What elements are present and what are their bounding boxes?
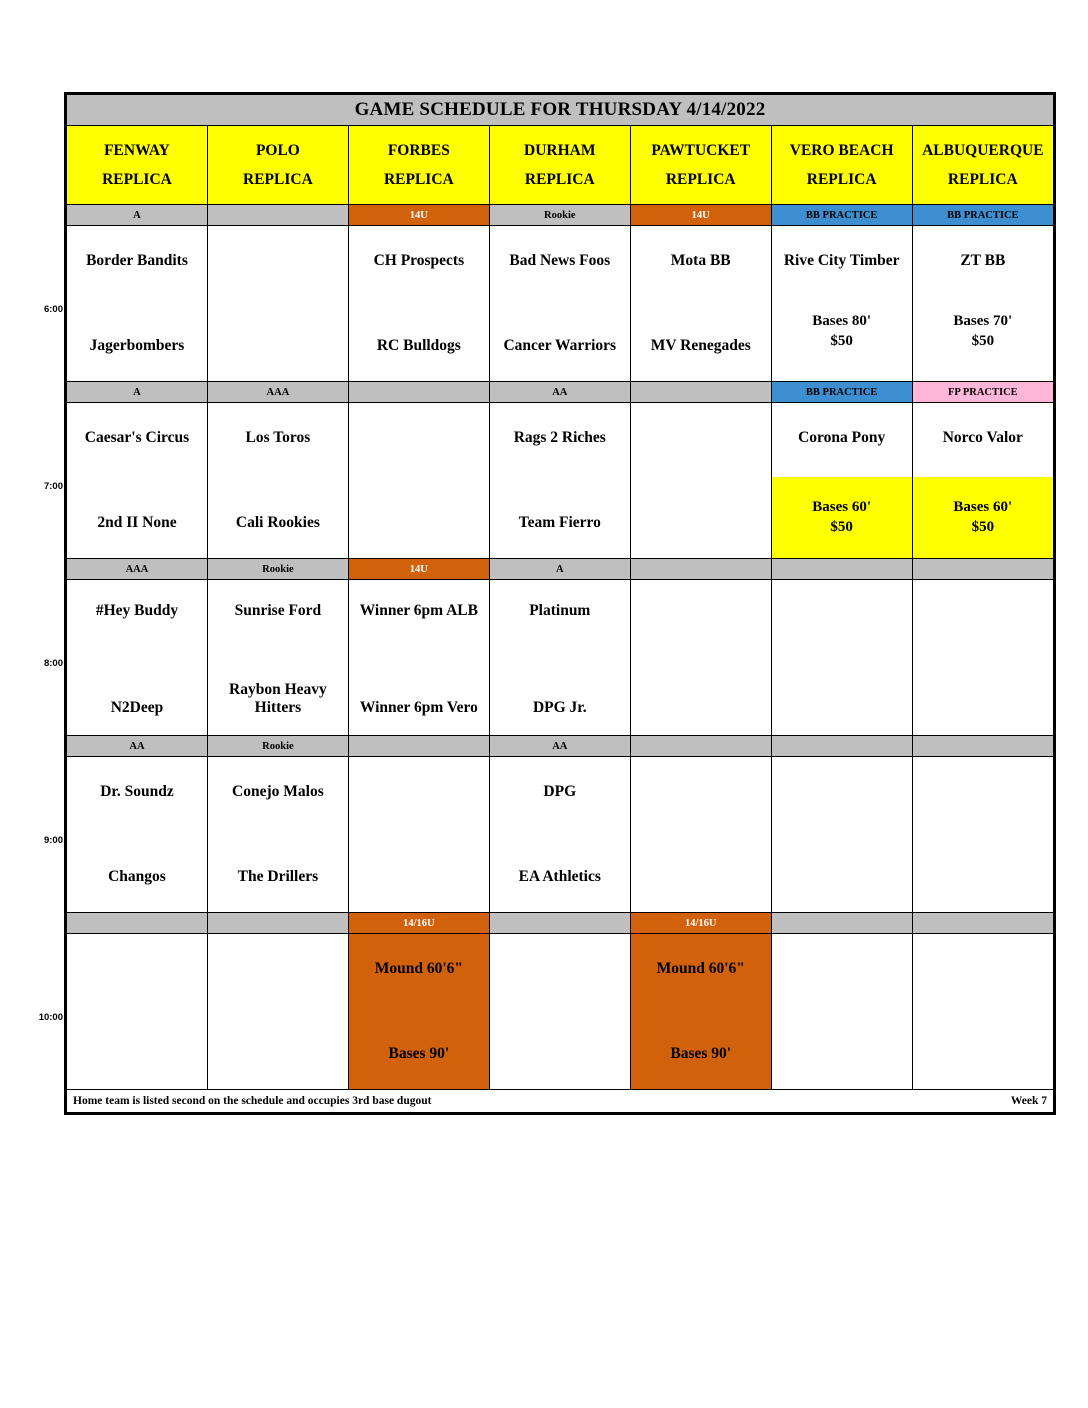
away-team: Border Bandits: [86, 252, 188, 269]
division-label: [348, 736, 489, 757]
away-team: Winner 6pm ALB: [359, 602, 478, 619]
footer-cell: [67, 1090, 1054, 1113]
practice-bases: Bases 80': [812, 313, 872, 329]
time-label-8: 8:00: [43, 657, 63, 669]
away-team: Los Toros: [245, 429, 311, 446]
division-label: AA: [489, 736, 630, 757]
division-label: [771, 559, 912, 580]
game-cell: [43, 403, 208, 559]
home-team: Cali Rookies: [235, 514, 320, 532]
game-cell: [207, 403, 348, 559]
practice-team: Rive City Timber: [783, 252, 900, 269]
game-cell: [207, 580, 348, 736]
away-team: Caesar's Circus: [84, 429, 190, 446]
home-team: Cancer Warriors: [503, 337, 617, 355]
division-label: [207, 205, 348, 226]
practice-team: Norco Valor: [942, 429, 1023, 446]
mound-distance: Mound 60'6": [656, 960, 745, 977]
home-team: Changos: [108, 868, 166, 886]
field-spec-cell: [348, 934, 489, 1090]
game-cell: [489, 580, 630, 736]
practice-bases: Bases 70': [953, 313, 1013, 329]
division-label: [630, 559, 771, 580]
base-distance: Bases 90': [670, 1045, 732, 1063]
mound-distance: Mound 60'6": [374, 960, 463, 977]
away-team: Bad News Foos: [509, 252, 611, 269]
division-label: Rookie: [207, 736, 348, 757]
practice-price: $50: [830, 518, 853, 535]
away-team: Dr. Soundz: [100, 783, 174, 800]
game-cell: [43, 757, 208, 913]
division-label: AA: [67, 736, 208, 757]
game-cell: [771, 757, 912, 913]
division-label: [771, 736, 912, 757]
game-cell: [489, 226, 630, 382]
practice-price: $50: [971, 518, 995, 535]
away-team: Mota BB: [670, 252, 731, 269]
division-label: 14U: [348, 559, 489, 580]
field-header-vero-beach: [771, 126, 912, 205]
base-distance: Bases 90': [388, 1045, 450, 1063]
away-team: DPG: [543, 783, 577, 800]
home-team: Raybon Heavy Hitters: [229, 681, 327, 717]
practice-team: ZT BB: [960, 252, 1006, 269]
schedule-sheet: [38, 92, 1056, 1115]
division-label: BB PRACTICE: [771, 382, 912, 403]
division-label: AAA: [207, 382, 348, 403]
game-cell: [489, 403, 630, 559]
game-cell: [630, 403, 771, 559]
division-row-9: [67, 736, 1054, 757]
field-name-line1: PAWTUCKET: [651, 141, 751, 159]
division-label: 14/16U: [348, 913, 489, 934]
division-label: [912, 736, 1053, 757]
footer-row: [67, 1090, 1054, 1113]
home-team: N2Deep: [110, 699, 164, 717]
practice-cell: [912, 226, 1053, 382]
division-row-6: [67, 205, 1054, 226]
division-label: 14/16U: [630, 913, 771, 934]
field-name-line1: ALBUQUERQUE: [922, 141, 1044, 159]
division-label: A: [67, 205, 208, 226]
division-row-7: [67, 382, 1054, 403]
field-name-line1: DURHAM: [524, 141, 596, 159]
home-team: Winner 6pm Vero: [359, 699, 478, 717]
field-header-forbes: [348, 126, 489, 205]
field-header-durham: [489, 126, 630, 205]
away-team: Rags 2 Riches: [513, 429, 606, 446]
practice-cell: [912, 403, 1053, 559]
practice-bases: Bases 60': [812, 499, 872, 516]
division-label: [771, 913, 912, 934]
time-label-7: 7:00: [43, 480, 63, 492]
away-team: Sunrise Ford: [234, 602, 322, 619]
practice-fee: [774, 312, 910, 351]
practice-bases: Bases 60': [953, 499, 1013, 516]
division-label: [912, 913, 1053, 934]
field-name-line2: REPLICA: [947, 171, 1018, 188]
home-team: The Drillers: [237, 868, 319, 886]
division-label: [630, 736, 771, 757]
away-team: Conejo Malos: [232, 783, 324, 800]
game-cell: [38, 934, 208, 1090]
time-label-10: 10:00: [38, 1011, 63, 1023]
division-label: Rookie: [207, 559, 348, 580]
title-row: [67, 95, 1054, 126]
away-team: #Hey Buddy: [95, 602, 179, 619]
game-cell: [912, 580, 1053, 736]
game-row-10: [67, 934, 1054, 1090]
game-cell: [207, 226, 348, 382]
field-header-fenway: [67, 126, 208, 205]
away-team: CH Prospects: [373, 252, 465, 269]
division-label: BB PRACTICE: [771, 205, 912, 226]
division-label: [67, 913, 208, 934]
field-name-line2: REPLICA: [806, 171, 877, 188]
time-label-6: 6:00: [43, 303, 63, 315]
division-label: [489, 913, 630, 934]
field-spec-cell: [630, 934, 771, 1090]
field-header-pawtucket: [630, 126, 771, 205]
field-header-albuquerque: [912, 126, 1053, 205]
game-cell: [43, 580, 208, 736]
away-team: Platinum: [529, 602, 591, 619]
field-name-line2: REPLICA: [102, 171, 172, 188]
practice-fee: [915, 312, 1051, 351]
practice-fee: [772, 477, 912, 558]
field-header-row: [67, 126, 1054, 205]
practice-price: $50: [971, 332, 995, 349]
home-team: Team Fierro: [518, 514, 601, 532]
game-cell: [771, 934, 912, 1090]
game-row-8: [67, 580, 1054, 736]
game-cell: [630, 580, 771, 736]
game-cell: [489, 757, 630, 913]
game-cell: [207, 757, 348, 913]
game-cell: [771, 580, 912, 736]
division-row-10: [67, 913, 1054, 934]
page-title: GAME SCHEDULE FOR THURSDAY 4/14/2022: [67, 95, 1054, 126]
division-label: A: [67, 382, 208, 403]
field-header-polo: [207, 126, 348, 205]
game-cell: [630, 757, 771, 913]
practice-cell: [771, 403, 912, 559]
division-row-8: [67, 559, 1054, 580]
game-row-9: [67, 757, 1054, 913]
division-label: [207, 913, 348, 934]
division-label: 14U: [630, 205, 771, 226]
home-team: RC Bulldogs: [376, 337, 461, 355]
game-row-6: [67, 226, 1054, 382]
game-cell: [348, 580, 489, 736]
game-cell: [207, 934, 348, 1090]
practice-cell: [771, 226, 912, 382]
division-label: AA: [489, 382, 630, 403]
field-name-line2: REPLICA: [524, 171, 595, 188]
division-label: [630, 382, 771, 403]
game-row-7: [67, 403, 1054, 559]
footer-note: Home team is listed second on the schedule and occupies 3rd base dugout: [73, 1095, 432, 1107]
game-cell: [489, 934, 630, 1090]
division-label: [912, 559, 1053, 580]
game-cell: [348, 757, 489, 913]
practice-fee: [913, 477, 1053, 558]
field-name-line2: REPLICA: [243, 171, 313, 188]
practice-team: Corona Pony: [798, 429, 886, 446]
game-cell: [912, 934, 1053, 1090]
game-cell: [630, 226, 771, 382]
time-label-9: 9:00: [43, 834, 63, 846]
field-name-line2: REPLICA: [665, 171, 736, 188]
division-label: BB PRACTICE: [912, 205, 1053, 226]
practice-price: $50: [830, 332, 853, 349]
footer-week: Week 7: [1010, 1095, 1047, 1107]
schedule-table: [38, 94, 1054, 1113]
home-team: Jagerbombers: [89, 337, 185, 355]
field-name-line2: REPLICA: [383, 171, 454, 188]
game-cell: [348, 403, 489, 559]
division-label: Rookie: [489, 205, 630, 226]
home-team: MV Renegades: [650, 337, 751, 355]
home-team: 2nd II None: [97, 514, 177, 532]
field-name-line1: FENWAY: [104, 141, 170, 159]
division-label: FP PRACTICE: [912, 382, 1053, 403]
home-team: DPG Jr.: [532, 699, 587, 717]
division-label: [348, 382, 489, 403]
division-label: A: [489, 559, 630, 580]
field-name-line1: FORBES: [387, 141, 450, 159]
division-label: 14U: [348, 205, 489, 226]
division-label: AAA: [67, 559, 208, 580]
game-cell: [912, 757, 1053, 913]
field-name-line1: POLO: [255, 141, 300, 159]
game-cell: [348, 226, 489, 382]
home-team: EA Athletics: [518, 868, 601, 886]
game-cell: [43, 226, 208, 382]
field-name-line1: VERO BEACH: [789, 141, 894, 159]
